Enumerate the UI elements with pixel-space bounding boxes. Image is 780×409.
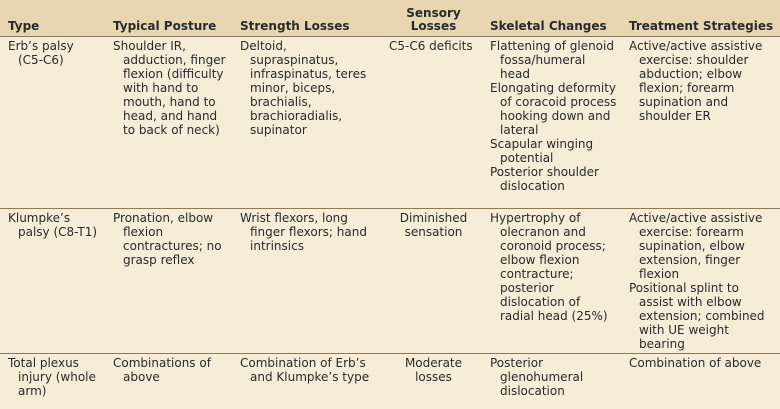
cell-treatment: [621, 353, 780, 409]
cell-sensory-text: Diminished sensation: [399, 210, 468, 239]
treatment-item: Positional splint to assist with elbow extension; combined with UE weight bearing: [629, 280, 765, 351]
cell-treatment: [621, 36, 780, 208]
skeletal-item: Posterior glenohumeral dislocation: [490, 355, 584, 398]
cell-type: [0, 208, 105, 353]
cell-type-text: Erb’s palsy (C5-C6): [8, 38, 74, 67]
header-type: Type: [8, 18, 40, 33]
cell-type-text: Total plexus injury (whole arm): [8, 355, 96, 398]
cell-sensory: [381, 36, 482, 208]
treatment-item: Combination of above: [629, 355, 762, 370]
header-row: [0, 0, 780, 36]
skeletal-item: Flattening of glenoid fossa/humeral head: [490, 38, 614, 81]
header-treatment: Treatment Strategies: [629, 18, 774, 33]
cell-posture-text: Pronation, elbow flexion contractures; no grasp reflex: [113, 210, 222, 267]
cell-posture: [105, 353, 232, 409]
cell-type: [0, 353, 105, 409]
header-posture: Typical Posture: [113, 18, 217, 33]
cell-posture: [105, 208, 232, 353]
treatment-item: Active/active assistive exercise: shoulder abduction; elbow flexion; forearm supination and shoulder ER: [629, 38, 763, 123]
cell-skeletal: [482, 36, 621, 208]
cell-posture-text: Combinations of above: [113, 355, 211, 384]
cell-strength: [232, 36, 381, 208]
cell-strength-text: Wrist flexors, long finger flexors; hand intrinsics: [240, 210, 367, 253]
cell-skeletal: [482, 353, 621, 409]
cell-strength: [232, 208, 381, 353]
cell-treatment: [621, 208, 780, 353]
skeletal-item: Hypertrophy of olecranon and coronoid process; elbow flexion contracture; posterior dislocation of radial head (25%): [490, 210, 608, 323]
header-skeletal: Skeletal Changes: [490, 18, 607, 33]
cell-strength-text: Deltoid, supraspinatus, infraspinatus, teres minor, biceps, brachialis, brachioradialis, supinator: [240, 38, 367, 137]
cell-type-text: Klumpke’s palsy (C8-T1): [8, 210, 98, 239]
cell-skeletal: [482, 208, 621, 353]
header-strength: Strength Losses: [240, 18, 350, 33]
table-row-klumpkes: [0, 208, 780, 353]
cell-type: [0, 36, 105, 208]
cell-sensory: [381, 353, 482, 409]
skeletal-item: Elongating deformity of coracoid process hooking down and lateral: [490, 80, 617, 137]
cell-sensory: [381, 208, 482, 353]
cell-sensory-text: Moderate losses: [404, 355, 463, 384]
cell-sensory-text: C5-C6 deficits: [389, 38, 473, 53]
cell-posture: [105, 36, 232, 208]
skeletal-item: Posterior shoulder dislocation: [490, 164, 599, 193]
cell-strength: [232, 353, 381, 409]
cell-strength-text: Combination of Erb’s and Klumpke’s type: [240, 355, 370, 384]
skeletal-item: Scapular winging potential: [490, 136, 594, 165]
header-sensory: Sensory Losses: [406, 5, 461, 33]
table-row-erbs: [0, 36, 780, 208]
treatment-item: Active/active assistive exercise: forearm supination, elbow extension, finger flexion: [629, 210, 763, 281]
table-row-total: [0, 353, 780, 409]
cell-posture-text: Shoulder IR, adduction, finger flexion (difficulty with hand to mouth, hand to head, and hand to back of neck): [113, 38, 226, 137]
